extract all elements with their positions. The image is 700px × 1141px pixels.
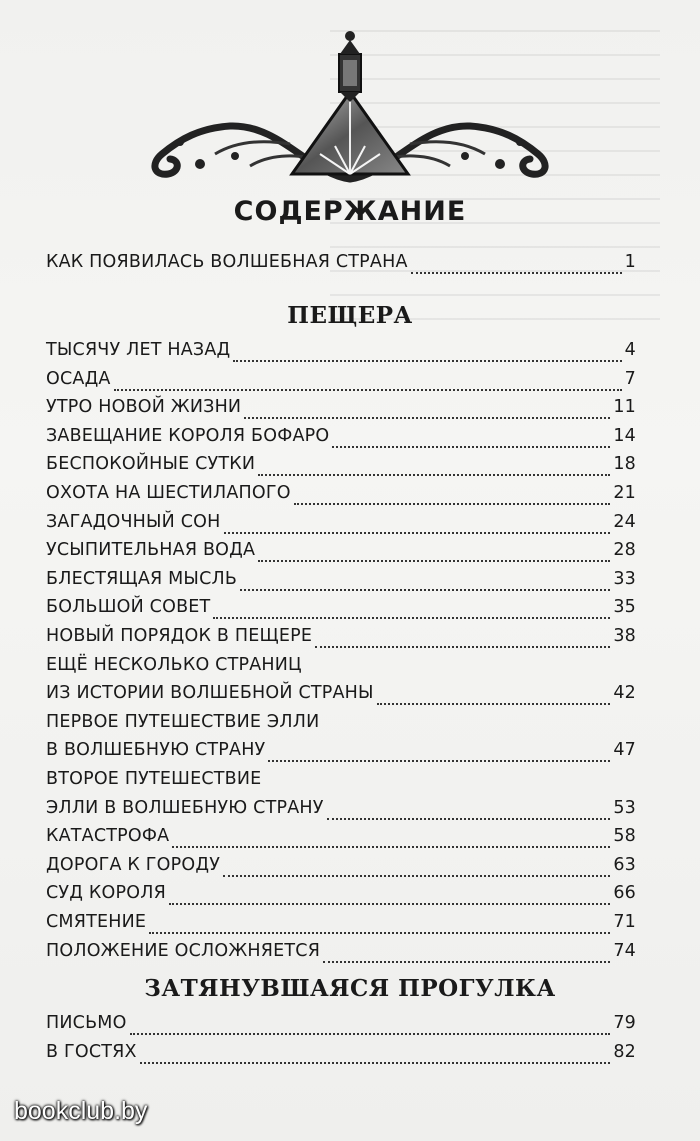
toc-entry[interactable] — [46, 626, 636, 654]
dot-leader — [332, 446, 610, 448]
toc-page-number: 63 — [613, 854, 636, 875]
dot-leader — [140, 1062, 611, 1064]
toc-page-number: 21 — [613, 483, 636, 503]
toc-page-number: 28 — [613, 540, 636, 561]
toc-entry[interactable] — [46, 941, 636, 969]
toc-entry-label: ПОЛОЖЕНИЕ ОСЛОЖНЯЕТСЯ — [46, 940, 321, 961]
toc-entry-label: ТЫСЯЧУ ЛЕТ НАЗАД — [46, 340, 231, 360]
toc-page-number: 4 — [624, 340, 636, 360]
toc-entry-label: НОВЫЙ ПОРЯДОК В ПЕЩЕРЕ — [46, 626, 313, 646]
dot-leader — [268, 760, 610, 762]
toc-page-number: 18 — [613, 454, 636, 475]
toc-entry[interactable] — [46, 597, 636, 625]
watermark: bookclub.by — [14, 1097, 148, 1125]
dot-leader — [258, 560, 610, 562]
section-heading: ЗАТЯНУВШАЯСЯ ПРОГУЛКА — [144, 975, 556, 1002]
toc-entry[interactable] — [46, 512, 636, 540]
toc-page-number: 1 — [624, 252, 636, 272]
dot-leader — [233, 360, 621, 362]
dot-leader — [114, 389, 622, 391]
toc-entry[interactable] — [46, 855, 636, 883]
toc-entry[interactable] — [46, 883, 636, 911]
dot-leader — [240, 589, 610, 591]
toc-entry[interactable] — [46, 798, 636, 826]
dot-leader — [294, 503, 611, 505]
toc-entry[interactable] — [46, 426, 636, 454]
toc-entry[interactable] — [46, 569, 636, 597]
toc-entry-label: ЭЛЛИ В ВОЛШЕБНУЮ СТРАНУ — [46, 797, 324, 818]
toc-entry-label: ЗАГАДОЧНЫЙ СОН — [46, 511, 221, 532]
toc-entry-label: БЛЕСТЯЩАЯ МЫСЛЬ — [46, 568, 238, 589]
dot-leader — [223, 875, 610, 877]
toc-page-number: 79 — [613, 1013, 636, 1033]
toc-page-number: 47 — [613, 740, 636, 761]
toc-page-number: 38 — [613, 626, 636, 646]
toc-entry-first-line: ЕЩЁ НЕСКОЛЬКО СТРАНИЦ — [46, 654, 302, 675]
section-heading: ПЕЩЕРА — [287, 302, 413, 329]
toc-page-number: 35 — [613, 597, 636, 618]
toc-page-number: 58 — [613, 826, 636, 847]
toc-page-number: 7 — [624, 368, 636, 389]
toc-entry-label: ЗАВЕЩАНИЕ КОРОЛЯ БОФАРО — [46, 425, 330, 446]
toc-entry[interactable] — [46, 1042, 636, 1070]
dot-leader — [327, 818, 611, 820]
toc-entry-label: ОХОТА НА ШЕСТИЛАПОГО — [46, 483, 291, 503]
dot-leader — [315, 646, 610, 648]
crown-ornament-icon — [140, 14, 560, 194]
toc-page-number: 71 — [613, 912, 636, 932]
dot-leader — [224, 532, 611, 534]
toc-entry[interactable] — [46, 740, 636, 768]
toc-entry[interactable] — [46, 454, 636, 482]
toc-entry[interactable] — [46, 683, 636, 711]
toc-entry[interactable] — [46, 912, 636, 940]
dot-leader — [377, 703, 611, 705]
page-title: СОДЕРЖАНИЕ — [233, 196, 467, 227]
toc-entry-label: ИЗ ИСТОРИИ ВОЛШЕБНОЙ СТРАНЫ — [46, 683, 374, 704]
toc-entry-first-line: ВТОРОЕ ПУТЕШЕСТВИЕ — [46, 769, 262, 789]
toc-entry[interactable] — [46, 252, 636, 280]
dot-leader — [258, 474, 610, 476]
toc-entry-label: ОСАДА — [46, 368, 111, 389]
toc-entry[interactable] — [46, 483, 636, 511]
toc-entry[interactable] — [46, 826, 636, 854]
toc-page-number: 82 — [613, 1041, 636, 1062]
toc-page-number: 53 — [613, 797, 636, 818]
toc-page-number: 14 — [613, 425, 636, 446]
toc-page-number: 11 — [613, 397, 636, 418]
toc-entry-label: В ГОСТЯХ — [46, 1041, 137, 1062]
toc-entry-label: БЕСПОКОЙНЫЕ СУТКИ — [46, 454, 256, 475]
toc-entry-label: УТРО НОВОЙ ЖИЗНИ — [46, 397, 242, 418]
toc-entry-label: СМЯТЕНИЕ — [46, 912, 147, 932]
toc-entry[interactable] — [46, 540, 636, 568]
toc-entry[interactable] — [46, 369, 636, 397]
toc-entry-label: В ВОЛШЕБНУЮ СТРАНУ — [46, 740, 266, 761]
toc-entry[interactable] — [46, 340, 636, 368]
dot-leader — [172, 846, 610, 848]
toc-page-number: 33 — [613, 568, 636, 589]
dot-leader — [323, 961, 610, 963]
toc-page-number: 74 — [613, 940, 636, 961]
dot-leader — [411, 272, 622, 274]
dot-leader — [130, 1033, 611, 1035]
dot-leader — [244, 417, 610, 419]
toc-entry[interactable] — [46, 397, 636, 425]
toc-page-number: 24 — [613, 511, 636, 532]
dot-leader — [213, 617, 610, 619]
dot-leader — [169, 903, 610, 905]
toc-entry-label: КАТАСТРОФА — [46, 826, 170, 847]
toc-entry-label: ДОРОГА К ГОРОДУ — [46, 854, 221, 875]
toc-entry-label: БОЛЬШОЙ СОВЕТ — [46, 597, 211, 618]
toc-entry-label: УСЫПИТЕЛЬНАЯ ВОДА — [46, 540, 256, 561]
toc-entry-first-line: ПЕРВОЕ ПУТЕШЕСТВИЕ ЭЛЛИ — [46, 711, 320, 732]
dot-leader — [149, 932, 610, 934]
toc-entry-label: ПИСЬМО — [46, 1013, 127, 1033]
toc-entry[interactable] — [46, 1013, 636, 1041]
toc-page-number: 66 — [613, 883, 636, 904]
toc-entry-label: СУД КОРОЛЯ — [46, 883, 166, 904]
toc-page-number: 42 — [613, 683, 636, 704]
toc-entry-label: КАК ПОЯВИЛАСЬ ВОЛШЕБНАЯ СТРАНА — [46, 252, 408, 272]
